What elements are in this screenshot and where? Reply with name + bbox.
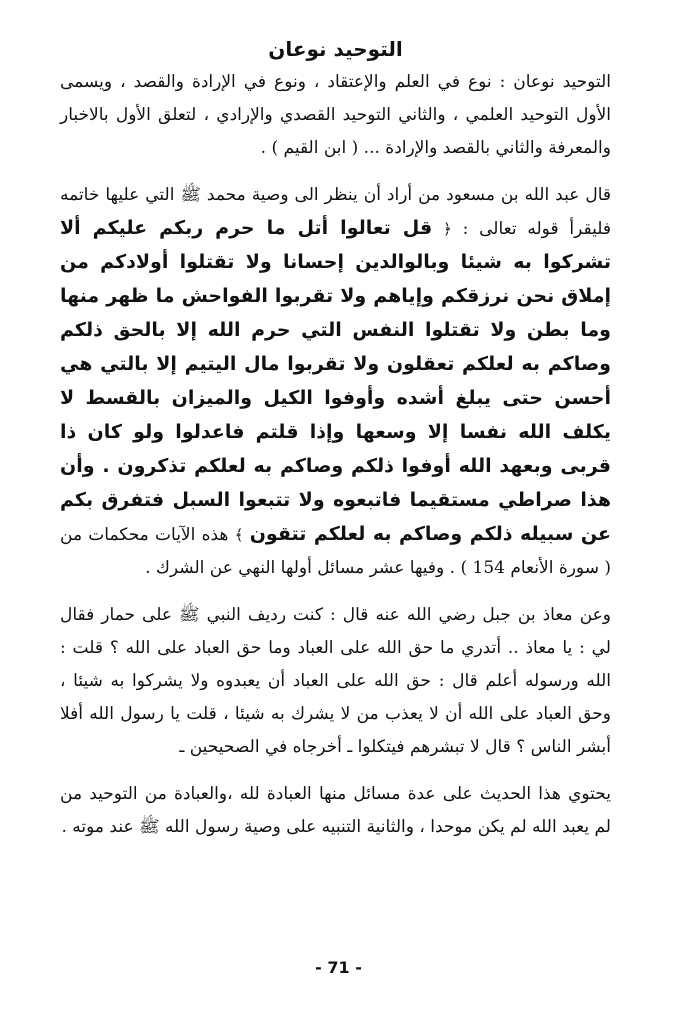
quran-verse: قل تعالوا أتل ما حرم ربكم عليكم ألا تشركوا به شيئا وبالوالدين إحسانا ولا تقتلوا أولادكم من إملاق نحن نرزقكم وإياهم ولا تقربوا الفواحش ما ظهر منها وما بطن ولا تقتلوا النفس التي حرم الله إلا بالحق ذلكم وصاكم به لعلكم تعقلون ولا تقربوا مال اليتيم إلا بالتي هي أحسن حتى يبلغ أشده وأوفوا الكيل والميزان بالقسط لا يكلف الله نفسا إلا وسعها وإذا قلتم فاعدلوا ولو كان ذا قربى وبعهد الله أوفوا ذلكم وصاكم به لعلكم تذكرون . وأن هذا صراطي مستقيما فاتبعوه ولا تتبعوا السبل فتفرق بكم عن سبيله ذلكم وصاكم به لعلكم تتقون bbox=[60, 217, 611, 545]
ibn-masud-intro: قال عبد الله بن مسعود من أراد أن ينظر الى وصية محمد ﷺ التي عليها خاتمه فليقرأ قوله تعالى : bbox=[60, 185, 611, 239]
verse-source-note: هذه الآيات محكمات من ( سورة الأنعام 154 ) . وفيها عشر مسائل أولها النهي عن الشرك . bbox=[60, 525, 611, 578]
paragraph-tawhid-types: التوحيد نوعان : نوع في العلم والإعتقاد ، ونوع في الإرادة والقصد ، ويسمى الأول التوحيد العلمي ، والثاني التوحيد القصدي والإرادي ، لتعلق الأول بالاخبار والمعرفة والثاني بالقصد والإرادة ... ( ابن القيم ) . bbox=[60, 72, 611, 158]
paragraph-muadh-hadith: وعن معاذ بن جبل رضي الله عنه قال : كنت رديف النبي ﷺ على حمار فقال لي : يا معاذ .. أتدري ما حق الله على العباد وما حق العباد على الله ؟ قلت : الله ورسوله أعلم قال : حق الله على العباد أن يعبدوه ولا يشركوا به شيئا ، وحق العباد على الله أن لا يعذب من لا يشرك به شيئا ، قلت يا رسول الله أفلا أبشر الناس ؟ قال لا تبشرهم فيتكلوا ـ أخرجاه في الصحيحين ـ bbox=[60, 605, 611, 757]
quran-brace-close: ﴾ bbox=[234, 526, 244, 544]
quran-brace-open: ﴿ bbox=[442, 220, 452, 238]
page-title: التوحيد نوعان bbox=[268, 37, 403, 61]
paragraph-ibn-masud bbox=[60, 179, 611, 585]
paragraph-hadith-issues: يحتوي هذا الحديث على عدة مسائل منها العبادة لله ،والعبادة من التوحيد من لم يعبد الله لم يكن موحدا ، والثانية التنبيه على وصية رسول الله ﷺ عند موته . bbox=[60, 784, 611, 837]
page-number: - 71 - bbox=[315, 958, 362, 977]
